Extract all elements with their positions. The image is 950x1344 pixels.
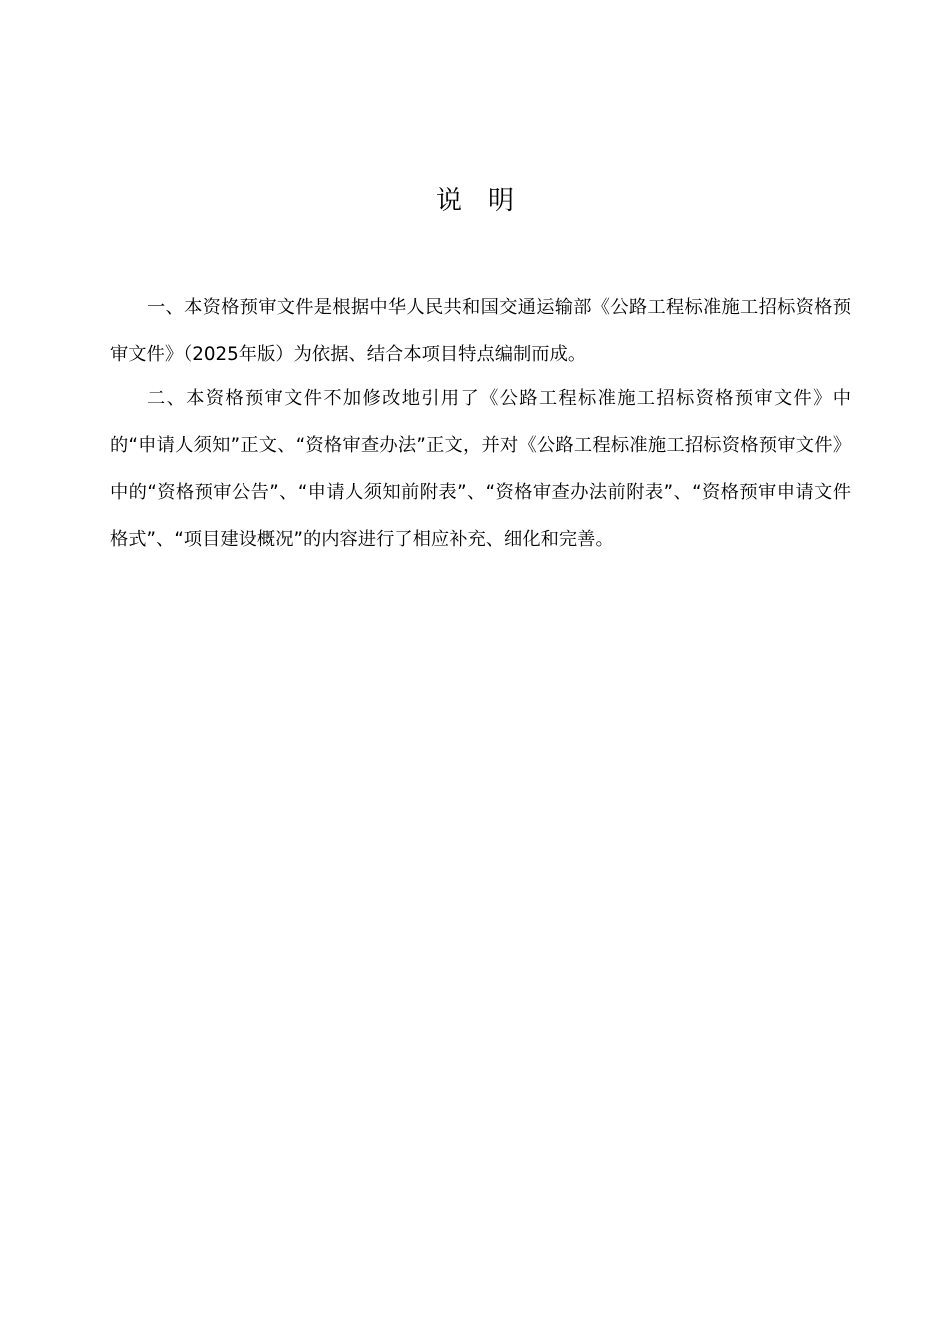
document-body xyxy=(110,284,851,563)
paragraph-2: 二、本资格预审文件不加修改地引用了《公路工程标准施工招标资格预审文件》中的“申请人须知”正文、“资格审查办法”正文，并对《公路工程标准施工招标资格预审文件》中的“资格预审公告”、“申请人须知前附表”、“资格审查办法前附表”、“资格预审申请文件格式”、“项目建设概况”的内容进行了相应补充、细化和完善。 xyxy=(110,388,851,550)
document-title: 说明 xyxy=(435,186,540,216)
paragraph-1: 一、本资格预审文件是根据中华人民共和国交通运输部《公路工程标准施工招标资格预审文件》（2025年版）为依据、结合本项目特点编制而成。 xyxy=(110,297,851,365)
